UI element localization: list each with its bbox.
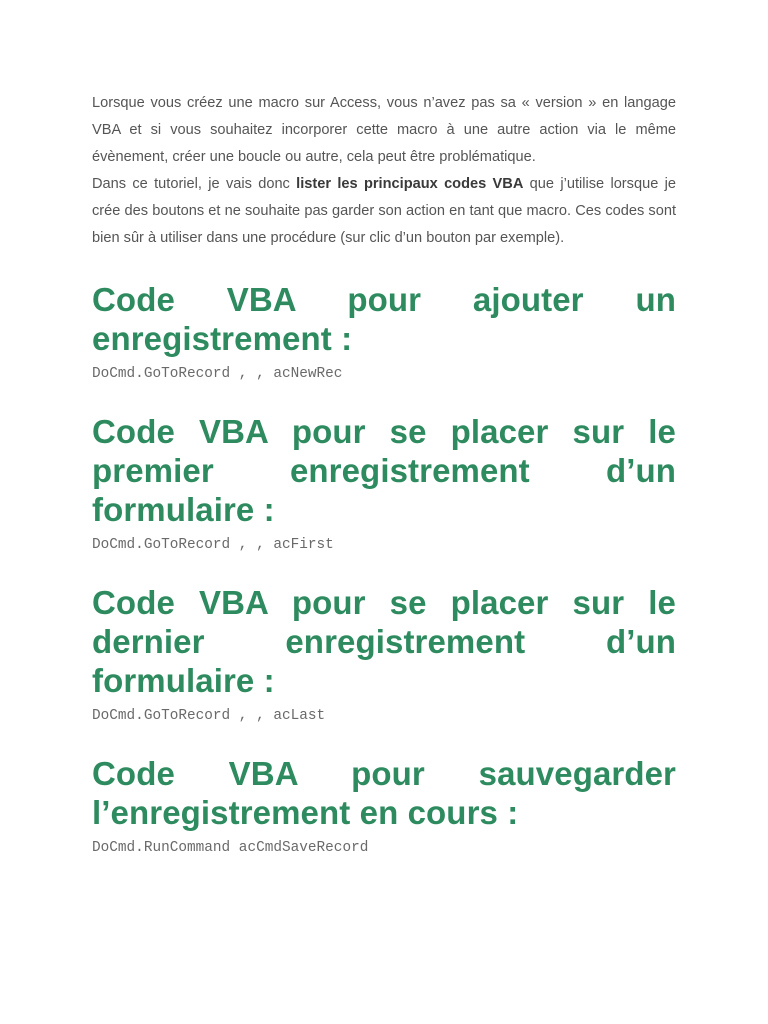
document-page [92,90,676,858]
code-line-last-record: DoCmd.GoToRecord , , acLast [92,708,326,724]
intro-paragraph-2 [92,171,676,252]
code-line-add-record: DoCmd.GoToRecord , , acNewRec [92,366,343,382]
section-heading-add-record: Code VBA pour ajouter un enregistrement : [92,281,676,357]
section-heading-last-record: Code VBA pour se placer sur le dernier enregistrement d’un formulaire : [92,584,676,699]
intro-paragraph-2-end: que j’utilise lorsque je crée des boutons et ne souhaite pas garder son action en tant que macro. Ces codes sont bien sûr à utiliser dans une procédure (sur clic d’un bouton par exemple). [92,176,676,246]
section-heading-save-record: Code VBA pour sauvegarder l’enregistrement en cours : [92,755,676,831]
intro-paragraph-1: Lorsque vous créez une macro sur Access, vous n’avez pas sa « version » en langage VBA et si vous souhaitez incorporer cette macro à une autre action via le même évènement, créer une boucle ou autre, cela peut être problématique. [92,95,676,165]
code-line-save-record: DoCmd.RunCommand acCmdSaveRecord [92,840,369,856]
section-heading-first-record: Code VBA pour se placer sur le premier enregistrement d’un formulaire : [92,413,676,528]
intro-paragraph-2-bold: lister les principaux codes VBA [296,176,524,192]
code-line-first-record: DoCmd.GoToRecord , , acFirst [92,537,334,553]
intro-paragraph-2-start: Dans ce tutoriel, je vais donc [92,176,297,192]
